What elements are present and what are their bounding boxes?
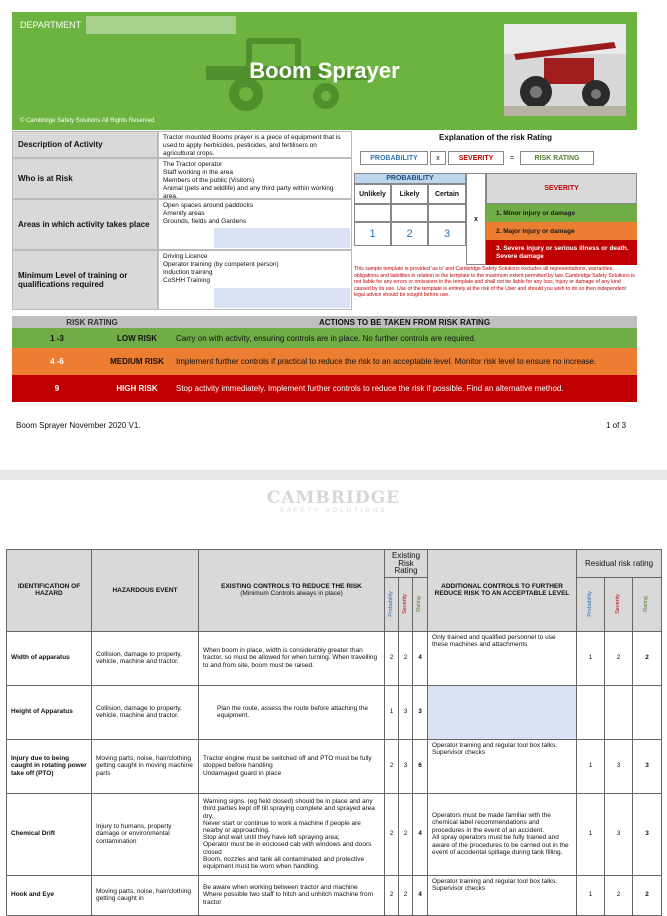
rating-cell: 4	[413, 631, 428, 685]
hazard-cell: Injury due to being caught in rotating power take off (PTO)	[7, 739, 92, 793]
header-res-rating: Rating	[643, 596, 650, 613]
section-value-areas: Open spaces around paddocks Amenity areas Grounds, fields and Gardens	[158, 199, 352, 250]
probability-x: x	[466, 173, 486, 265]
footer-page-number: 1 of 3	[606, 421, 627, 430]
hazard-cell: Hook and Eye	[7, 875, 92, 915]
severity-header: SEVERITY	[486, 173, 637, 204]
header-residual: Residual risk rating	[577, 550, 662, 578]
explanation-x: x	[430, 151, 446, 165]
event-cell: Collision, damage to property, vehicle, machine and tractor.	[92, 685, 199, 739]
table-row	[7, 875, 662, 915]
explanation-severity: SEVERITY	[448, 151, 504, 165]
page-title: Boom Sprayer	[249, 58, 400, 83]
risk-row-high-level: HIGH RISK	[102, 375, 172, 402]
res-sev-cell: 2	[605, 631, 633, 685]
prob-cell: 2	[385, 875, 399, 915]
res-prob-cell: 1	[577, 739, 605, 793]
training-input-field[interactable]	[214, 288, 350, 308]
probability-num-3: 3	[428, 222, 466, 246]
section-label-areas: Areas in which activity takes place	[12, 199, 158, 250]
header-hazard: IDENTIFICATION OF HAZARD	[7, 550, 92, 632]
sev-cell: 2	[399, 875, 413, 915]
section-value-description: Tractor mounted Booms prayer is a piece of equipment that is used to apply herbicides, pesticides, and fertilisers on agricultural crops.	[158, 131, 352, 158]
risk-row-medium-range: 4 -6	[12, 348, 102, 375]
page-2	[0, 480, 667, 907]
risk-rating-header: RISK RATING	[12, 316, 172, 328]
rating-cell: 6	[413, 739, 428, 793]
rating-cell: 3	[413, 685, 428, 739]
header-controls-title: EXISTING CONTROLS TO REDUCE THE RISK	[221, 582, 362, 590]
controls-cell: Plan the route, assess the route before attaching the equipment.	[199, 685, 385, 739]
explanation-eq: =	[509, 154, 515, 162]
hazard-table	[6, 549, 662, 916]
sev-cell: 2	[399, 793, 413, 875]
severity-item-1: 1. Minor injury or damage	[486, 204, 637, 222]
section-label-training: Minimum Level of training or qualifications required	[12, 250, 158, 310]
res-prob-cell: 1	[577, 793, 605, 875]
header-existing: Existing Risk Rating	[385, 550, 428, 578]
sev-cell: 2	[399, 631, 413, 685]
department-label: DEPARTMENT	[20, 20, 82, 30]
probability-blank-row	[354, 204, 391, 222]
rating-cell: 4	[413, 793, 428, 875]
explanation-probability: PROBABILITY	[360, 151, 428, 165]
prob-cell: 1	[385, 685, 399, 739]
header-res-probability: Probability	[586, 591, 593, 618]
res-rating-cell: 2	[633, 875, 662, 915]
risk-row-low-action: Carry on with activity, ensuring controls are in place. No further controls are required.	[172, 328, 637, 348]
res-prob-cell: 1	[577, 875, 605, 915]
header-controls-sub: (Minimum Controls always in place)	[240, 590, 343, 598]
event-cell: Moving parts, noise, hair/clothing getting caught in	[92, 875, 199, 915]
disclaimer-text: This sample template is provided 'as is' and Cambridge Safety Solutions excludes all representations, warranties, obligations and liabilities in relation to the template to the maximum extent permitted by law. Cambridge Safety Solutions is not liable for any errors or omissions in the template and shall not be liable for any loss, injury or damage of any kind caused by its use. Use of the template is entirely at the risk of the User and should you wish to do so then independent legal advice should be sought before use.	[354, 266, 635, 299]
header-rating: Rating	[416, 596, 423, 613]
res-rating-cell: 2	[633, 631, 662, 685]
header-probability: Probability	[387, 591, 394, 618]
event-cell: Collision, damage to property, vehicle, machine and tractor.	[92, 631, 199, 685]
table-row	[7, 739, 662, 793]
risk-actions-header: ACTIONS TO BE TAKEN FROM RISK RATING	[172, 316, 637, 328]
prob-cell: 2	[385, 739, 399, 793]
page-separator	[0, 470, 667, 480]
table-row	[7, 631, 662, 685]
additional-cell[interactable]: Operators must be made familiar with the chemical label recommendations and procedures in the event of an accident. All spray operators must be fully trained and aware of the procedures to be carried out in the event of accidental spillage during tank filling.	[428, 793, 577, 875]
header-additional: ADDITIONAL CONTROLS TO FURTHER REDUCE RISK TO AN ACCEPTABLE LEVEL	[428, 550, 577, 632]
section-value-training: Driving Licence Operator training (by competent person) Induction training CoSHH Training	[158, 250, 352, 310]
hazard-cell: Width of apparatus	[7, 631, 92, 685]
explanation-title: Explanation of the risk Rating	[439, 133, 552, 142]
section-value-who-at-risk: The Tractor operator Staff working in the area Members of the public (Visitors) Animal (pets and wildlife) and any third party within working area.	[158, 158, 352, 199]
hazard-cell: Height of Apparatus	[7, 685, 92, 739]
probability-col-certain: Certain	[428, 184, 466, 204]
probability-col-likely: Likely	[391, 184, 428, 204]
additional-cell[interactable]: Operator training and regular tool box talks. Supervisor checks	[428, 739, 577, 793]
res-sev-cell: 2	[605, 875, 633, 915]
risk-row-medium-level: MEDIUM RISK	[102, 348, 172, 375]
event-cell: Injury to humans, property damage or environmental contamination	[92, 793, 199, 875]
probability-blank-row	[428, 204, 466, 222]
prob-cell: 2	[385, 631, 399, 685]
section-label-who-at-risk: Who is at Risk	[12, 158, 158, 199]
risk-row-low-level: LOW RISK	[102, 328, 172, 348]
risk-row-high-action: Stop activity immediately. Implement further controls to reduce the risk if possible. Find an alternative method.	[172, 375, 637, 402]
res-sev-cell: 3	[605, 793, 633, 875]
table-row	[7, 685, 662, 739]
watermark-logo: CAMBRIDGE	[266, 488, 401, 508]
risk-row-low-range: 1 -3	[12, 328, 102, 348]
controls-cell: When boom in place, width is considerably greater than tractor, so must be allowed for when turning. When travelling to and from site, boom must be raised.	[199, 631, 385, 685]
watermark-logo-sub: SAFETY SOLUTIONS	[279, 508, 388, 514]
hazard-cell: Chemical Drift	[7, 793, 92, 875]
sev-cell: 3	[399, 685, 413, 739]
header-event: HAZARDOUS EVENT	[92, 550, 199, 632]
controls-cell: Be aware when working between tractor and machine Where possible two staff to hitch and unhitch machine from tractor	[199, 875, 385, 915]
res-rating-cell: 3	[633, 793, 662, 875]
footer-doc-title: Boom Sprayer November 2020 V1.	[16, 421, 141, 430]
res-rating-cell	[633, 685, 662, 739]
res-sev-cell	[605, 685, 633, 739]
sev-cell: 3	[399, 739, 413, 793]
table-row	[7, 793, 662, 875]
title-banner	[12, 12, 637, 130]
section-label-description: Description of Activity	[12, 131, 158, 158]
sprayer-photo	[504, 24, 626, 116]
probability-header: PROBABILITY	[354, 173, 466, 184]
res-rating-cell: 3	[633, 739, 662, 793]
probability-col-unlikely: Unlikely	[354, 184, 391, 204]
severity-item-2: 2. Major injury or damage	[486, 222, 637, 240]
probability-num-1: 1	[354, 222, 391, 246]
copyright-text: © Cambridge Safety Solutions All Rights Reserved	[20, 118, 155, 124]
header-res-severity: Severity	[614, 594, 621, 615]
res-sev-cell: 3	[605, 739, 633, 793]
additional-cell[interactable]	[428, 685, 577, 739]
controls-cell: Warning signs. (eg field closed) should be in place and any third parties kept off till spraying complete and sprayed area dry. Never start or continue to work a machine if people are nearby or approaching. Stop and wait until they have left spraying area; Operator must be in enclosed cab with windows and doors closed Boom, nozzles and tank all contaminated and protective equipment must be worn when handling.	[199, 793, 385, 875]
header-severity: Severity	[401, 594, 408, 615]
severity-item-3: 3. Severe injury or serious illness or death. Severe damage	[486, 240, 637, 265]
probability-num-2: 2	[391, 222, 428, 246]
prob-cell: 2	[385, 793, 399, 875]
res-prob-cell: 1	[577, 631, 605, 685]
areas-input-field[interactable]	[214, 228, 350, 248]
rating-cell: 4	[413, 875, 428, 915]
risk-row-medium-action: Implement further controls if practical to reduce the risk to an acceptable level. Monitor risk level to ensure no increase.	[172, 348, 637, 375]
res-prob-cell	[577, 685, 605, 739]
event-cell: Moving parts, noise, hair/clothing getting caught in moving machine parts	[92, 739, 199, 793]
header-controls	[199, 550, 385, 632]
controls-cell: Tractor engine must be switched off and PTO must be fully stopped before handling Undamaged guard in place	[199, 739, 385, 793]
additional-cell[interactable]: Only trained and qualified personnel to use these machines and attachments	[428, 631, 577, 685]
explanation-risk-rating: RISK RATING	[520, 151, 594, 165]
additional-cell[interactable]: Operator training and regular tool box talks. Supervisor checks	[428, 875, 577, 915]
probability-blank-row	[391, 204, 428, 222]
risk-row-high-range: 9	[12, 375, 102, 402]
